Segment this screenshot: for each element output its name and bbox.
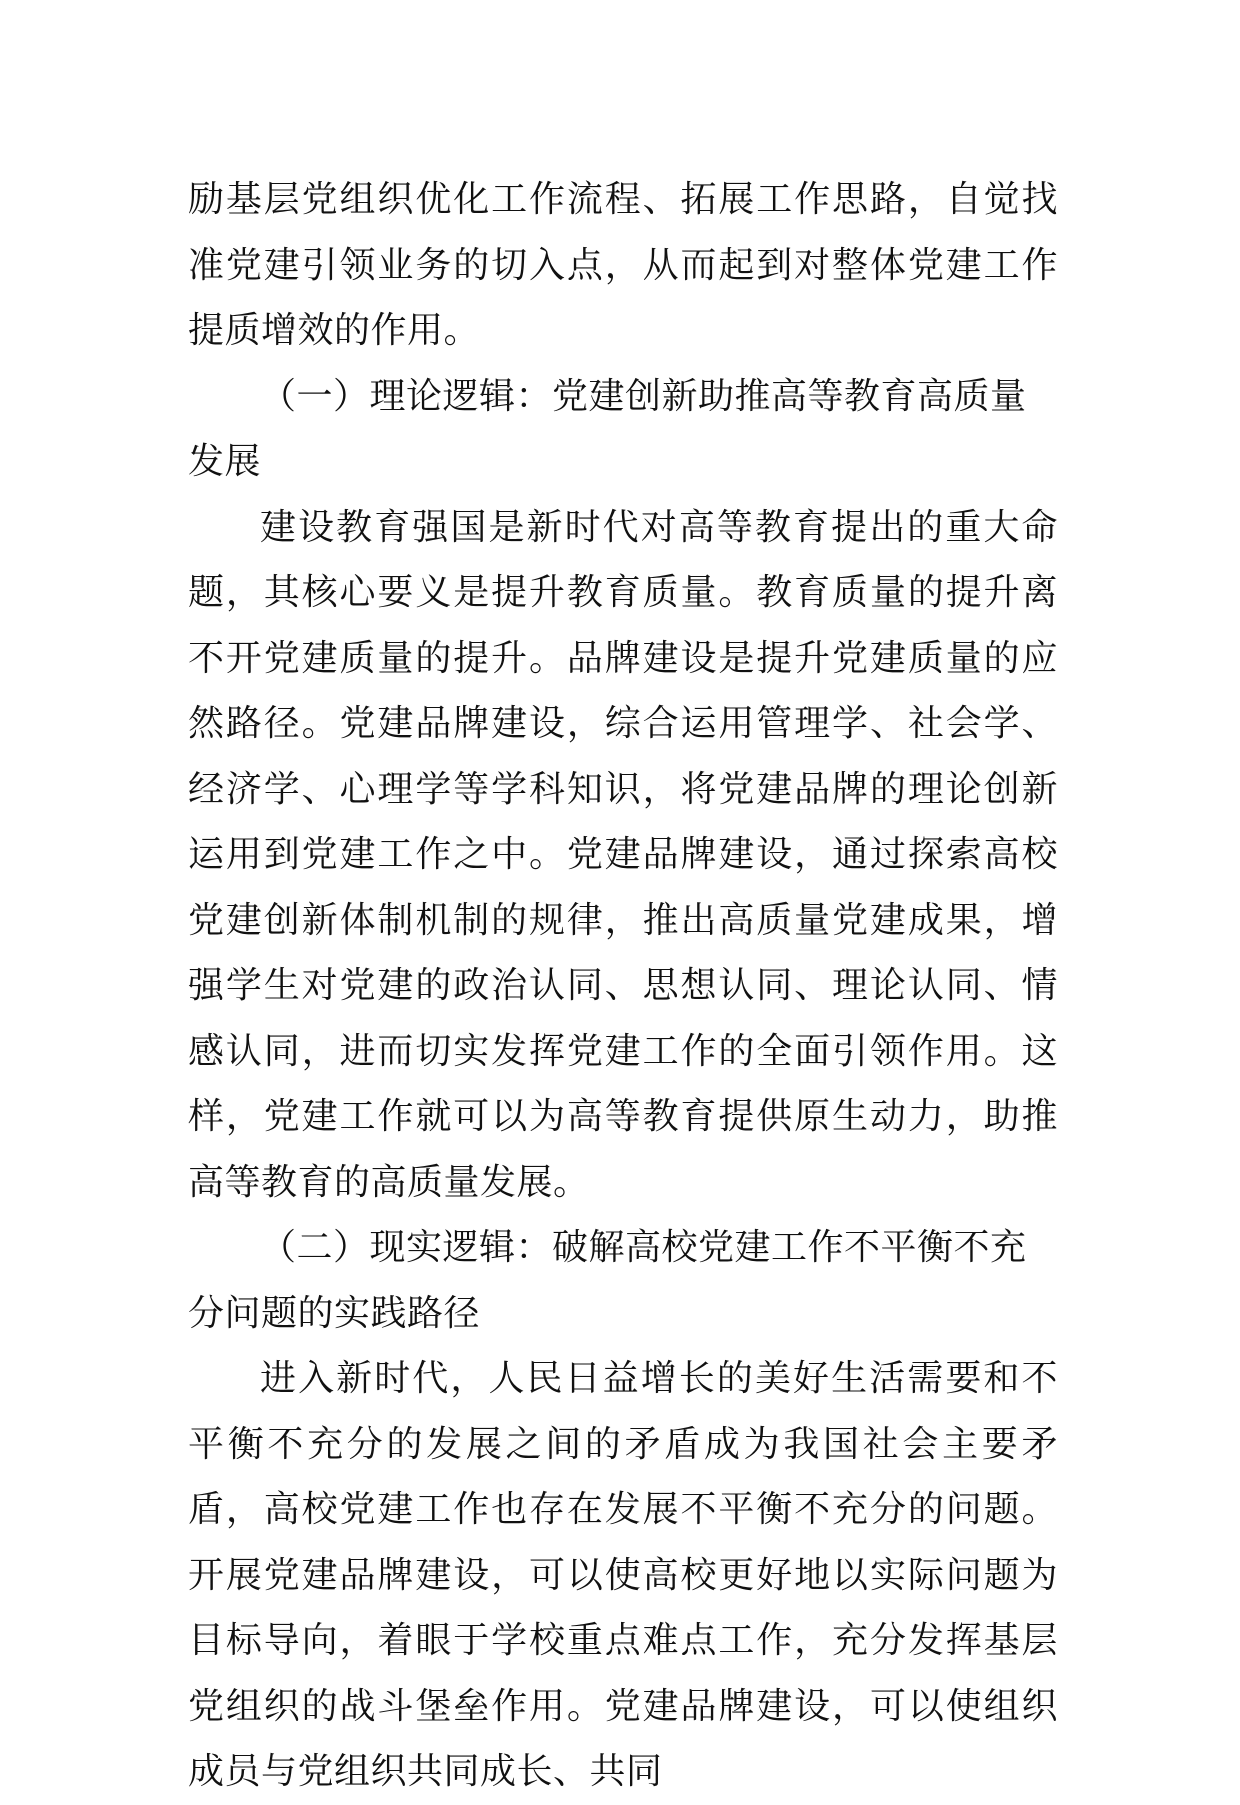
body-paragraph-theory: 建设教育强国是新时代对高等教育提出的重大命题，其核心要义是提升教育质量。教育质量的提升离不开党建质量的提升。品牌建设是提升党建质量的应然路径。党建品牌建设，综合运用管理学、社会学、经济学、心理学等学科知识，将党建品牌的理论创新运用到党建工作之中。党建品牌建设，通过探索高校党建创新体制机制的规律，推出高质量党建成果，增强学生对党建的政治认同、思想认同、理论认同、情感认同，进而切实发挥党建工作的全面引领作用。这样，党建工作就可以为高等教育提供原生动力，助推高等教育的高质量发展。 bbox=[188, 506, 1058, 1203]
section-heading-theory: （一）理论逻辑：党建创新助推高等教育高质量发展 bbox=[188, 375, 1027, 482]
section-heading-practice: （二）现实逻辑：破解高校党建工作不平衡不充分问题的实践路径 bbox=[188, 1227, 1027, 1334]
continuation-paragraph: 励基层党组织优化工作流程、拓展工作思路，自觉找准党建引领业务的切入点，从而起到对整体党建工作提质增效的作用。 bbox=[188, 179, 1058, 351]
body-paragraph-practice: 进入新时代，人民日益增长的美好生活需要和不平衡不充分的发展之间的矛盾成为我国社会主要矛盾，高校党建工作也存在发展不平衡不充分的问题。开展党建品牌建设，可以使高校更好地以实际问题为目标导向，着眼于学校重点难点工作，充分发挥基层党组织的战斗堡垒作用。党建品牌建设，可以使组织成员与党组织共同成长、共同 bbox=[188, 1358, 1058, 1792]
document-body bbox=[188, 167, 1058, 1805]
